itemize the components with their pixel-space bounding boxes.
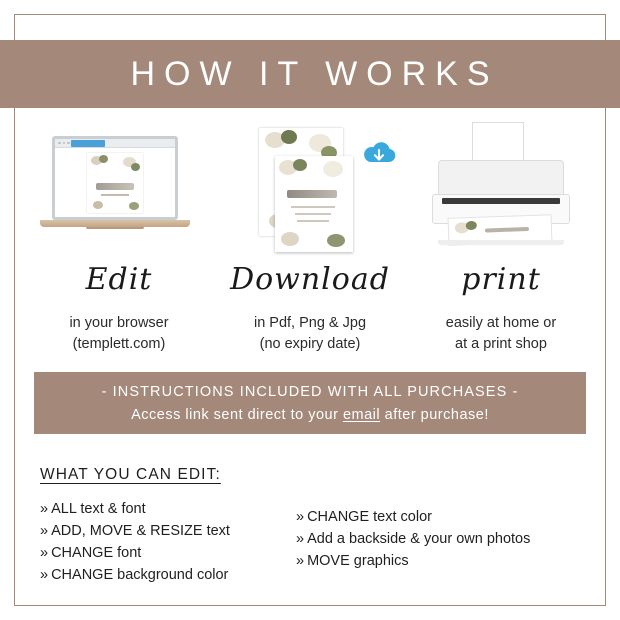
list-item [40, 542, 296, 564]
instructions-headline: - INSTRUCTIONS INCLUDED WITH ALL PURCHASES - [101, 383, 519, 400]
step-download-caption-line1: in Pdf, Png & Jpg [253, 315, 367, 331]
chevron-bullet-icon: » [40, 567, 49, 584]
floral-icon [93, 201, 103, 209]
page-title: HOW IT WORKS [130, 54, 499, 93]
chevron-bullet-icon: » [40, 545, 49, 562]
invitation-text-line [291, 206, 335, 208]
list-item-label: ALL text & font [51, 501, 146, 517]
step-edit [26, 120, 212, 355]
step-edit-caption [69, 313, 168, 355]
printer-icon [408, 120, 594, 260]
edit-section-title: WHAT YOU CAN EDIT: [40, 466, 221, 483]
step-download-label: Download [230, 262, 390, 297]
step-edit-caption-line1: in your browser [69, 315, 169, 331]
laptop-foot [86, 227, 144, 229]
step-download-caption [254, 313, 366, 355]
printer-top-body [438, 160, 564, 196]
invitation-front-card [275, 156, 353, 252]
chevron-bullet-icon: » [40, 501, 49, 517]
list-item-label: CHANGE background color [51, 567, 229, 584]
list-item [40, 564, 296, 586]
step-print-caption-line2: at a print shop [455, 336, 547, 353]
list-item-label: CHANGE font [51, 545, 142, 562]
laptop-base [40, 220, 190, 227]
instructions-subline-before: Access link sent direct to your [131, 406, 343, 423]
invitation-subtext [101, 194, 129, 196]
browser-dot-icon [58, 142, 61, 145]
email-link[interactable]: email [342, 406, 381, 423]
floral-icon [281, 232, 299, 246]
list-item-label: MOVE graphics [307, 553, 409, 570]
chevron-bullet-icon: » [40, 523, 49, 540]
step-download-caption-line2: (no expiry date) [259, 336, 361, 353]
invitation-script-text [287, 190, 337, 198]
header-band [0, 40, 620, 108]
invitation-text-line [297, 220, 329, 222]
floral-icon [323, 161, 343, 177]
leaf-icon [131, 163, 140, 171]
list-item [40, 498, 296, 520]
instructions-band [34, 372, 586, 434]
leaf-icon [293, 159, 307, 171]
printed-script-text [485, 227, 529, 233]
step-edit-caption-line2: (templett.com) [72, 336, 166, 353]
invitation-script-text [96, 183, 134, 190]
instructions-subline [131, 407, 489, 423]
leaf-icon [99, 155, 108, 163]
edit-list-left [40, 498, 296, 586]
step-print-caption [446, 313, 556, 355]
chevron-bullet-icon: » [296, 531, 305, 548]
leaf-icon [466, 221, 477, 230]
instructions-subline-after: after purchase! [380, 406, 489, 423]
step-edit-label: Edit [85, 262, 153, 297]
step-download [217, 120, 403, 355]
list-item-label: Add a backside & your own photos [307, 531, 531, 548]
invitation-preview [87, 153, 143, 213]
laptop-screen [52, 136, 178, 220]
step-print-caption-line1: easily at home or [445, 315, 557, 331]
browser-dot-icon [63, 142, 66, 145]
laptop-screen-content [55, 139, 175, 217]
browser-tab [71, 140, 105, 147]
list-item [296, 528, 588, 550]
list-item [40, 520, 296, 542]
steps-row [26, 120, 594, 355]
leaf-icon [327, 234, 345, 247]
invitation-download-icon [217, 120, 403, 260]
browser-dot-icon [67, 142, 70, 145]
leaf-icon [129, 202, 139, 210]
chevron-bullet-icon: » [296, 553, 305, 570]
step-print-label: print [461, 262, 541, 297]
list-item [296, 550, 588, 572]
printer-output-slot [442, 198, 560, 204]
list-item-label: CHANGE text color [307, 509, 432, 525]
laptop-icon [26, 120, 212, 260]
edit-section-columns [40, 498, 588, 586]
leaf-icon [281, 130, 297, 144]
list-item [296, 506, 588, 528]
chevron-bullet-icon: » [296, 509, 305, 525]
printer-base [438, 240, 564, 245]
step-print [408, 120, 594, 355]
list-item-label: ADD, MOVE & RESIZE text [51, 523, 230, 540]
edit-list-right [296, 498, 588, 586]
invitation-text-line [295, 213, 331, 215]
cloud-download-icon [361, 140, 397, 166]
